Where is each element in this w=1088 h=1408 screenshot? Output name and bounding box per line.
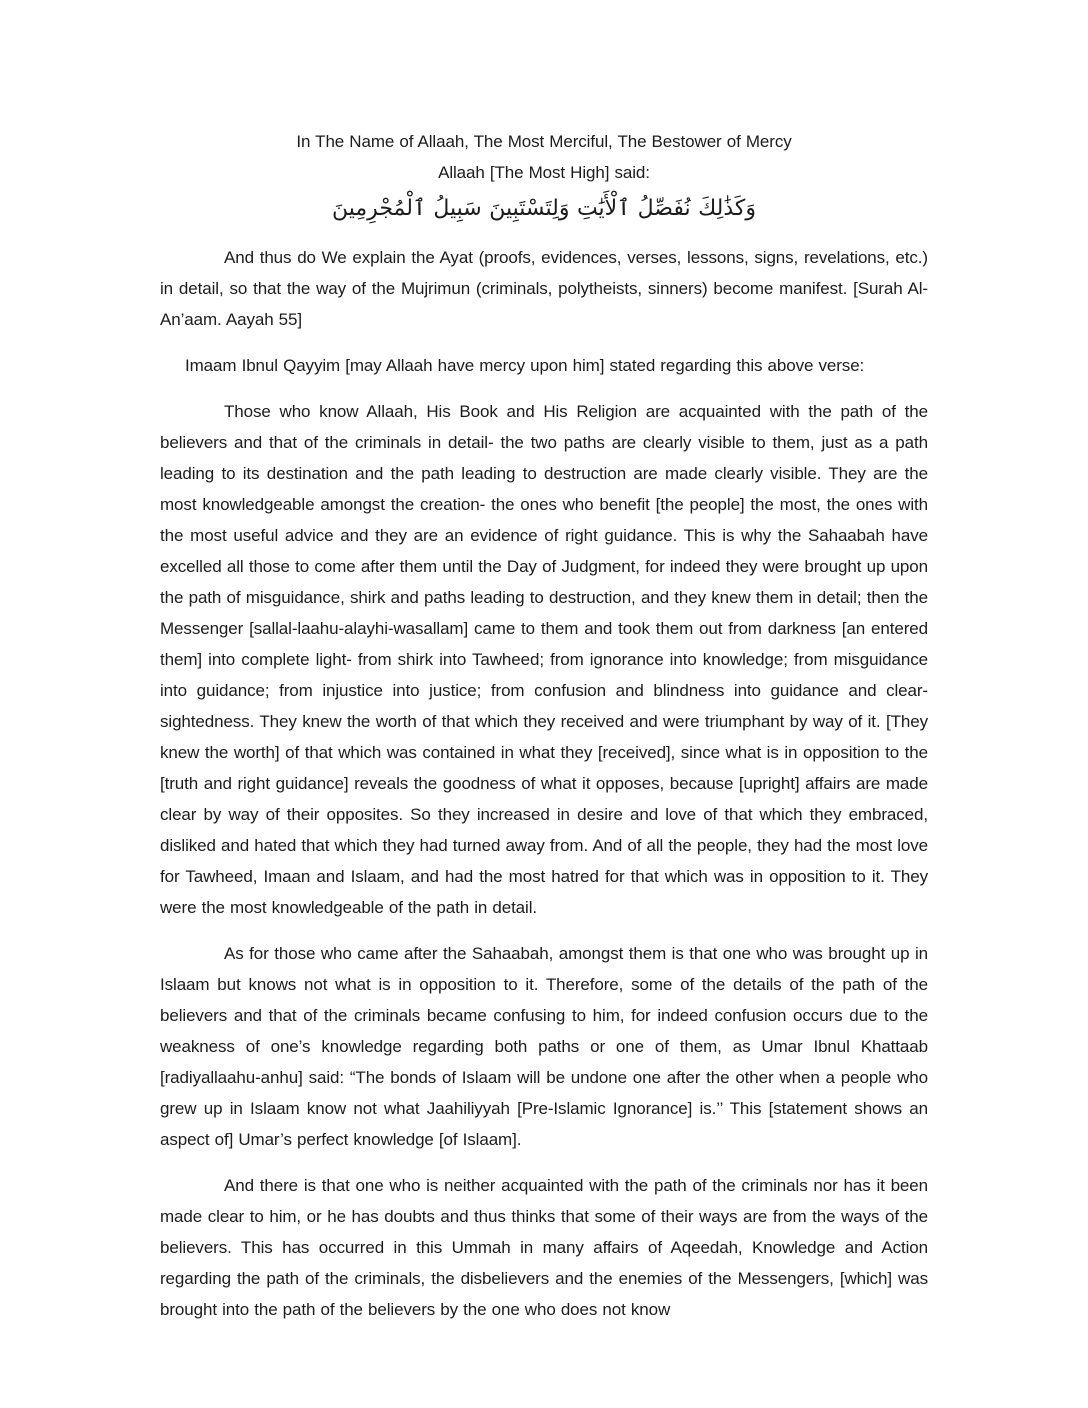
arabic-verse: وَكَذَٰلِكَ نُفَصِّلُ ٱلْأَيَٰتِ وَلِتَسْتَبِينَ سَبِيلُ ٱلْمُجْرِمِينَ bbox=[332, 196, 756, 221]
qayyim-statement-paragraph-3: And there is that one who is neither acquainted with the path of the criminals nor has it been made clear to him, or he has doubts and thus thinks that some of their ways are from the ways of the believers. This has occurred in this Ummah in many affairs of Aqeedah, Knowledge and Action regarding the path of the criminals, the disbelievers and the enemies of the Messengers, [which] was brought into the path of the believers by the one who does not know bbox=[160, 1176, 928, 1319]
imaam-attribution-line: Imaam Ibnul Qayyim [may Allaah have mercy upon him] stated regarding this above verse: bbox=[185, 356, 865, 375]
qayyim-statement-paragraph-2: As for those who came after the Sahaabah, amongst them is that one who was brought up in Islaam but knows not what is in opposition to it. Therefore, some of the details of the path of the believers and that of the criminals became confusing to him, for indeed confusion occurs due to the weakness of one’s knowledge regarding both paths or one of them, as Umar Ibnul Khattaab [radiyallaahu-anhu] said: “The bonds of Islaam will be undone one after the other when a people who grew up in Islaam know not what Jaahiliyyah [Pre-Islamic Ignorance] is.’’ This [statement shows an aspect of] Umar’s perfect knowledge [of Islaam]. bbox=[160, 944, 928, 1149]
qayyim-statement-paragraph-1: Those who know Allaah, His Book and His Religion are acquainted with the path of the believers and that of the criminals in detail- the two paths are clearly visible to them, just as a path leading to its destination and the path leading to destruction are made clearly visible. They are the most knowledgeable amongst the creation- the ones who benefit [the people] the most, the ones with the most useful advice and they are an evidence of right guidance. This is why the Sahaabah have excelled all those to come after them until the Day of Judgment, for indeed they were brought up upon the path of misguidance, shirk and paths leading to destruction, and they knew them in detail; then the Messenger [sallal-laahu-alayhi-wasallam] came to them and took them out from darkness [an entered them] into complete light- from shirk into Tawheed; from ignorance into knowledge; from misguidance into guidance; from injustice into justice; from confusion and blindness into guidance and clear-sightedness. They knew the worth of that which they received and were triumphant by way of it. [They knew the worth] of that which was contained in what they [received], since what is in opposition to the [truth and right guidance] reveals the goodness of what it opposes, because [upright] affairs are made clear by way of their opposites. So they increased in desire and love of that which they embraced, disliked and hated that which they had turned away from. And of all the people, they had the most love for Tawheed, Imaan and Islaam, and had the most hatred for that which was in opposition to it. They were the most knowledgeable of the path in detail. bbox=[160, 402, 928, 917]
verse-translation-paragraph: And thus do We explain the Ayat (proofs, evidences, verses, lessons, signs, revelations, etc.) in detail, so that the way of the Mujrimun (criminals, polytheists, sinners) become manifest. [Surah Al-An’aam. Aayah 55] bbox=[160, 248, 928, 329]
bismillah-heading: In The Name of Allaah, The Most Merciful, The Bestower of Mercy bbox=[296, 132, 792, 151]
allaah-said-line: Allaah [The Most High] said: bbox=[438, 163, 650, 182]
